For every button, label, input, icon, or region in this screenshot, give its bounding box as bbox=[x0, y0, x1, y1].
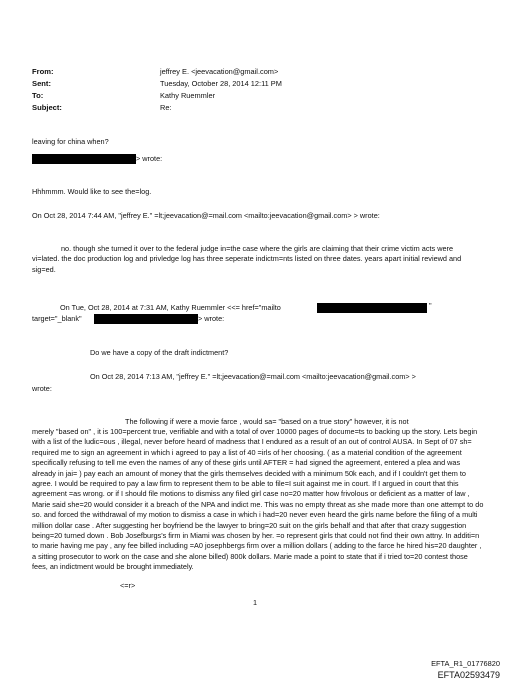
quote-header-2-end: " bbox=[429, 301, 432, 310]
quote-header-3: On Oct 28, 2014 7:13 AM, "jeffrey E." =lt;jeevacation@=mail.com <mailto:jeevacation@gmail.com> > bbox=[90, 372, 416, 381]
to-label: To: bbox=[32, 91, 44, 100]
reply-line: leaving for china when? bbox=[32, 137, 109, 146]
subject-value: Re: bbox=[160, 103, 172, 112]
redaction-box bbox=[94, 314, 198, 324]
from-label: From: bbox=[32, 67, 54, 76]
reply-line-2: Hhhmmm. Would like to see the=log. bbox=[32, 187, 152, 196]
redaction-box bbox=[32, 154, 136, 164]
sent-value: Tuesday, October 28, 2014 12:11 PM bbox=[160, 79, 282, 88]
quote-text-1: no. though she turned it over to the federal judge in=the case where the girls are claiming that their crime victim acts were vi=lated. the doc production log and privledge log has three seperate indictm=nts listed on three dates. years apart initial reviewd and sig=ed. bbox=[32, 244, 462, 274]
long-text-first-line: The following if were a movie farce , would sa= "based on a true story" however, it is not bbox=[125, 417, 409, 426]
long-text-body: merely "based on" , it is 100=percent true, verifiable and with a total of over 10000 pages of docume=ts to backing up the story. Lets begin with a list of the ludic=ous , illegal, never before heard of madness that I endured as a result of an out of control AUSA. In Sept of 07 sh= required me to sign an agreement in which i agreed to pay a list of 40 =irls of her choosing. ( as a material condition of the agreement specifically refusing to tell me even the names of any of these girls until AFTER = had signed the agreement, entered a plea and was already in jai= ) pay each an amount of money that the girls themselves decided with a minimum 50k each, and if I couldn't get them to agree. I would be required to pay a law firm to represent them to be able to file=I suit against me in court. If I argued in court that this agreement =as wrong. or if I should file motions to dismiss any filed girl case no=20 matter how frivolous or deficient as a matter of law , Marie said she=20 would consider it a breach of the NPA and indict me. This was no empty threat as she made more than one attempt to do so. and forced the withdrawal of my motion to dismiss a case in which i had=20 never even heard the girls name before the filing of a multi million dollar case . After suggesting her boyfriend be the lawyer to bring=20 suit on the girls behalf and that after that crazy suggestion being=20 turned down . Bob Josefburgs's firm in Miami was chosen by her. =o represent girls that could not find their own attny. In additi=n to marie having me pay , any fee billed including =A0 josephbergs firm over a million dollars ( adding to the farce he hired his=20 daughter , a sitting prosecutor to work on the case and she alone billed) 800k dollars. Marie made a point to state that if i tried to=20 contest those fees, an indictment would be brought immediately. bbox=[32, 427, 484, 572]
document-id-1: EFTA_R1_01776820 bbox=[431, 659, 500, 668]
to-value: Kathy Ruemmler bbox=[160, 91, 216, 100]
wrote-label: > wrote: bbox=[136, 154, 163, 163]
question-line: Do we have a copy of the draft indictment? bbox=[90, 348, 229, 357]
quote-header-1: On Oct 28, 2014 7:44 AM, "jeffrey E." =lt;jeevacation@=mail.com <mailto:jeevacation@gmail.com> > wrote: bbox=[32, 211, 380, 220]
quote-header-2: On Tue, Oct 28, 2014 at 7:31 AM, Kathy Ruemmler <<= href="mailto bbox=[60, 303, 281, 312]
wrote-label-3: wrote: bbox=[32, 384, 52, 393]
document-id-2: EFTA02593479 bbox=[437, 670, 500, 680]
quote-header-2-target: target="_blank" bbox=[32, 314, 82, 323]
from-value: jeffrey E. <jeevacation@gmail.com> bbox=[160, 67, 279, 76]
redaction-box bbox=[317, 303, 427, 313]
sent-label: Sent: bbox=[32, 79, 51, 88]
quote-header-2-wrote: > wrote: bbox=[198, 314, 225, 323]
br-tag: <=r> bbox=[120, 581, 136, 590]
subject-label: Subject: bbox=[32, 103, 62, 112]
page-number: 1 bbox=[253, 598, 258, 607]
